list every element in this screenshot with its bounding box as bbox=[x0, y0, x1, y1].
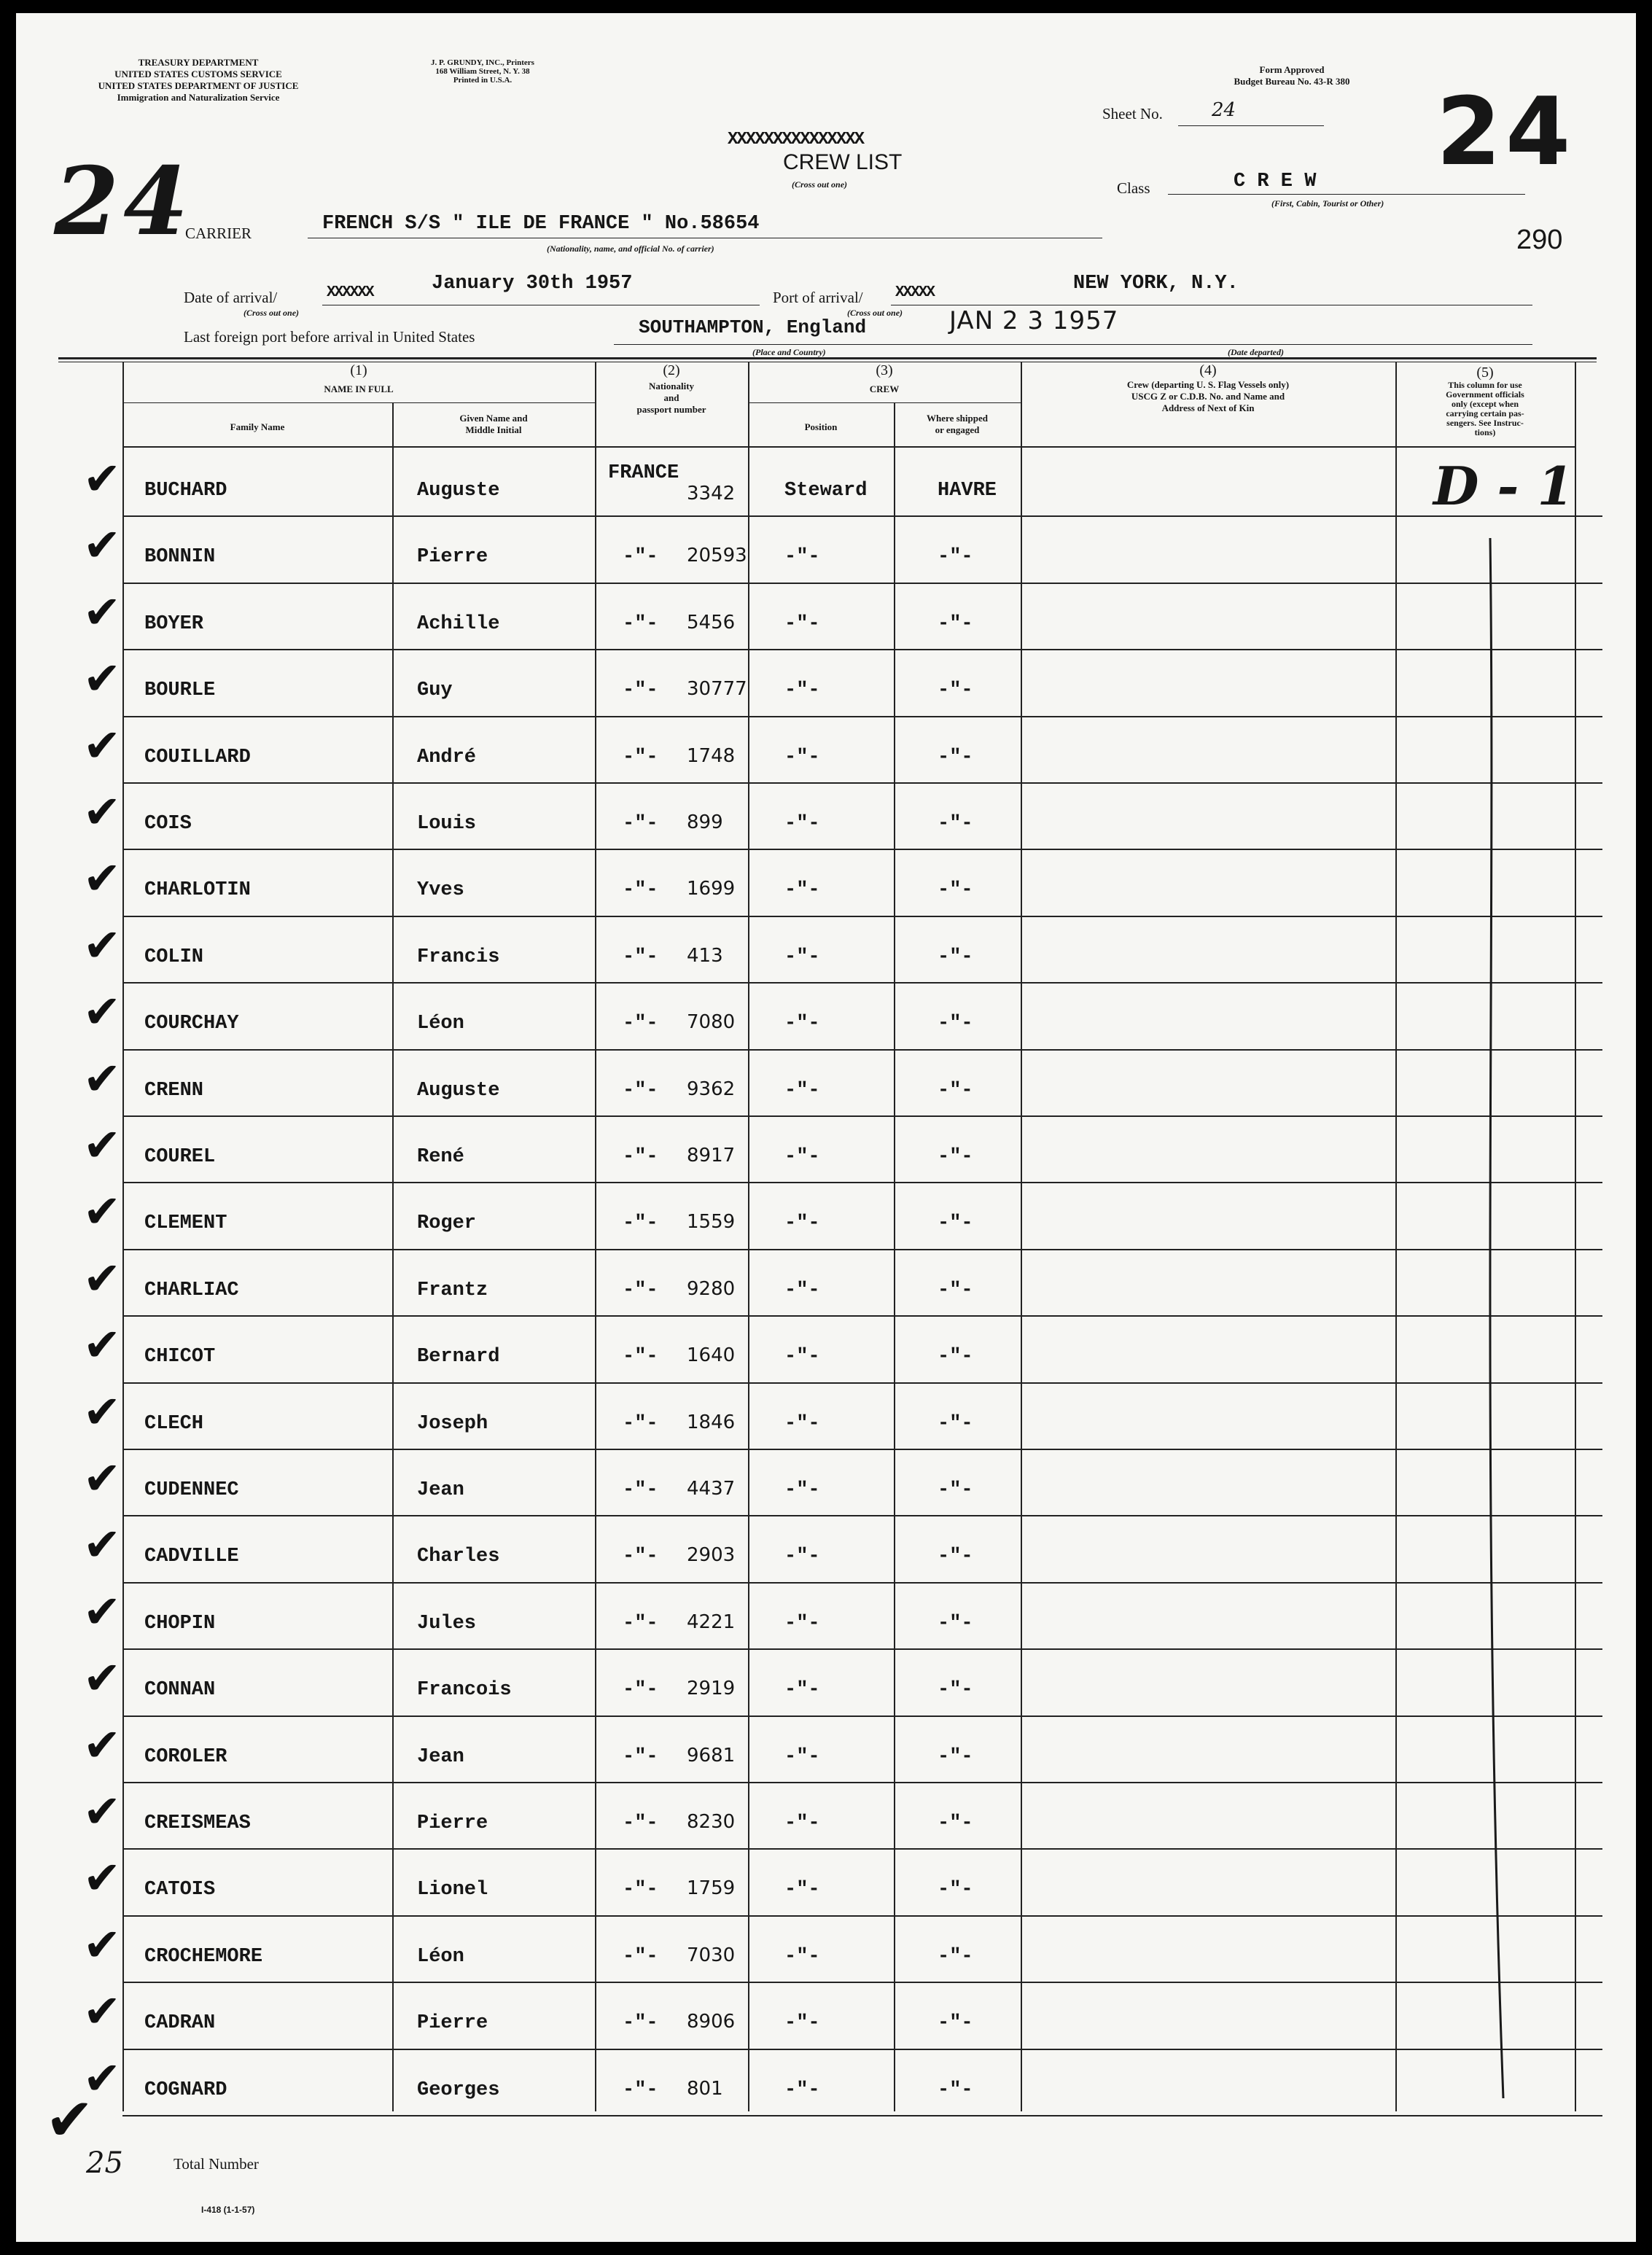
agency-line: TREASURY DEPARTMENT bbox=[138, 57, 259, 68]
family-name-cell: COROLER bbox=[144, 1745, 227, 1768]
nationality-cell: -"- bbox=[623, 1146, 658, 1168]
given-name-cell: Charles bbox=[417, 1546, 500, 1568]
position-cell: -"- bbox=[784, 879, 820, 902]
col4-header bbox=[1021, 362, 1395, 414]
given-name-cell: Louis bbox=[417, 813, 477, 835]
table-row bbox=[16, 784, 1636, 850]
given-name-cell: Lionel bbox=[417, 1879, 488, 1901]
struck-list-type: XXXXXXXXXXXXXXX bbox=[728, 130, 864, 149]
passport-number-cell: 9362 bbox=[687, 1078, 736, 1100]
shipped-at-cell: -"- bbox=[938, 1412, 973, 1435]
col4-line: Crew (departing U. S. Flag Vessels only) bbox=[1126, 379, 1290, 390]
position-cell: -"- bbox=[784, 1079, 820, 1102]
header-sub-rule bbox=[122, 402, 595, 403]
position-cell: -"- bbox=[784, 1279, 820, 1301]
table-row bbox=[16, 451, 1636, 517]
form-code: I-418 (1-1-57) bbox=[201, 2205, 255, 2215]
col3b-header bbox=[894, 413, 1021, 436]
shipped-at-cell: -"- bbox=[938, 879, 973, 902]
position-cell: -"- bbox=[784, 1546, 820, 1568]
col4-line: USCG Z or C.D.B. No. and Name and bbox=[1131, 391, 1285, 402]
shipped-at-cell: -"- bbox=[938, 1745, 973, 1768]
position-cell: -"- bbox=[784, 1945, 820, 1968]
row-rule bbox=[122, 2115, 1602, 2116]
table-row bbox=[16, 517, 1636, 583]
nationality-cell: -"- bbox=[623, 1346, 658, 1368]
shipped-at-cell: -"- bbox=[938, 1546, 973, 1568]
col1b-line: Middle Initial bbox=[465, 424, 522, 435]
table-row bbox=[16, 1183, 1636, 1250]
check-mark-icon: ✔ bbox=[83, 652, 121, 706]
col3b-line: or engaged bbox=[935, 424, 980, 435]
check-mark-icon: ✔ bbox=[83, 452, 121, 505]
family-name-cell: CROCHEMORE bbox=[144, 1945, 263, 1968]
list-type-caption: (Cross out one) bbox=[792, 179, 848, 190]
passport-number-cell: 1759 bbox=[687, 1877, 736, 1900]
table-row bbox=[16, 2050, 1636, 2116]
check-mark-icon: ✔ bbox=[83, 1785, 121, 1838]
nationality-cell: -"- bbox=[623, 1013, 658, 1035]
position-cell: -"- bbox=[784, 2079, 820, 2101]
family-name-cell: CADVILLE bbox=[144, 1546, 239, 1568]
shipped-at-cell: -"- bbox=[938, 1612, 973, 1635]
passport-number-cell: 899 bbox=[687, 811, 723, 833]
family-name-cell: COUILLARD bbox=[144, 746, 251, 768]
check-mark-icon: ✔ bbox=[83, 785, 121, 838]
last-port-label: Last foreign port before arrival in United States bbox=[184, 328, 475, 346]
check-mark-icon: ✔ bbox=[83, 1851, 121, 1905]
given-name-cell: Georges bbox=[417, 2079, 500, 2101]
col3b-line: Where shipped bbox=[927, 413, 988, 424]
col3-title: CREW bbox=[869, 383, 900, 394]
shipped-at-cell: -"- bbox=[938, 1812, 973, 1834]
shipped-at-cell: -"- bbox=[938, 1212, 973, 1235]
check-mark-icon: ✔ bbox=[83, 1051, 121, 1105]
family-name-cell: CRENN bbox=[144, 1079, 204, 1102]
col4-number: (4) bbox=[1199, 362, 1217, 378]
printer-line: J. P. GRUNDY, INC., Printers bbox=[431, 58, 534, 67]
shipped-at-cell: -"- bbox=[938, 1945, 973, 1968]
col5-line: carrying certain pas- bbox=[1446, 408, 1524, 418]
col5-line: sengers. See Instruc- bbox=[1446, 418, 1524, 428]
position-cell: -"- bbox=[784, 946, 820, 968]
last-port-date-caption: (Date departed) bbox=[1228, 347, 1284, 357]
passport-number-cell: 2919 bbox=[687, 1678, 736, 1700]
shipped-at-cell: -"- bbox=[938, 1479, 973, 1501]
table-row bbox=[16, 717, 1636, 784]
position-cell: -"- bbox=[784, 546, 820, 569]
nationality-cell: -"- bbox=[623, 1679, 658, 1702]
position-cell: -"- bbox=[784, 2012, 820, 2035]
family-name-cell: COUREL bbox=[144, 1146, 216, 1168]
passport-number-cell: 4437 bbox=[687, 1478, 736, 1500]
arrival-date-caption: (Cross out one) bbox=[243, 308, 300, 318]
shipped-at-cell: -"- bbox=[938, 1079, 973, 1102]
nationality-cell: -"- bbox=[623, 1479, 658, 1501]
table-row bbox=[16, 984, 1636, 1050]
page-number: 290 bbox=[1516, 225, 1563, 255]
passport-number-cell: 5456 bbox=[687, 611, 736, 634]
header-sub-rule bbox=[748, 402, 1021, 403]
table-row bbox=[16, 1250, 1636, 1317]
printer-line: 168 William Street, N. Y. 38 bbox=[435, 67, 530, 76]
family-name-cell: CONNAN bbox=[144, 1679, 216, 1702]
given-name-cell: Léon bbox=[417, 1945, 464, 1968]
col2-line: passport number bbox=[636, 404, 706, 415]
col3-number: (3) bbox=[876, 362, 893, 378]
last-port-underline bbox=[614, 344, 1532, 345]
last-port-date: JAN 2 3 1957 bbox=[949, 306, 1119, 335]
official-inspection-mark: D - 1 bbox=[1433, 455, 1574, 517]
position-cell: -"- bbox=[784, 1412, 820, 1435]
check-mark-icon: ✔ bbox=[83, 1718, 121, 1772]
check-mark-icon: ✔ bbox=[83, 1452, 121, 1505]
check-mark-total: ✔ bbox=[45, 2086, 95, 2154]
col5-line: only (except when bbox=[1452, 399, 1519, 409]
table-row bbox=[16, 917, 1636, 984]
col1-number: (1) bbox=[350, 362, 367, 378]
position-cell: -"- bbox=[784, 1612, 820, 1635]
check-mark-icon: ✔ bbox=[83, 1985, 121, 2038]
check-mark-icon: ✔ bbox=[83, 1118, 121, 1172]
table-row bbox=[16, 1917, 1636, 1983]
check-mark-icon: ✔ bbox=[83, 2051, 121, 2105]
check-mark-icon: ✔ bbox=[83, 1318, 121, 1372]
nationality-cell: -"- bbox=[623, 1546, 658, 1568]
check-mark-icon: ✔ bbox=[83, 918, 121, 972]
agency-line: UNITED STATES CUSTOMS SERVICE bbox=[114, 69, 282, 79]
family-name-cell: COLIN bbox=[144, 946, 204, 968]
passport-number-cell: 20593 bbox=[687, 545, 747, 567]
nationality-cell: -"- bbox=[623, 1879, 658, 1901]
header-bottom-rule bbox=[122, 446, 1575, 448]
class-value: C R E W bbox=[1234, 171, 1317, 192]
shipped-at-cell: -"- bbox=[938, 612, 973, 635]
given-name-cell: Francois bbox=[417, 1679, 512, 1702]
given-name-cell: Francis bbox=[417, 946, 500, 968]
table-row bbox=[16, 1450, 1636, 1516]
col1b-line: Given Name and bbox=[459, 413, 528, 424]
shipped-at-cell: -"- bbox=[938, 813, 973, 835]
nationality-cell: -"- bbox=[623, 1212, 658, 1235]
family-name-cell: BOURLE bbox=[144, 679, 216, 702]
position-cell: Steward bbox=[784, 480, 868, 502]
crew-list-form bbox=[16, 13, 1636, 2242]
sheet-no-underline bbox=[1178, 125, 1324, 126]
table-row bbox=[16, 584, 1636, 650]
col2-header bbox=[595, 362, 748, 416]
col5-number: (5) bbox=[1476, 365, 1494, 381]
col1b-header bbox=[392, 413, 595, 436]
col2-line: and bbox=[663, 392, 679, 403]
passport-number-cell: 1846 bbox=[687, 1411, 736, 1433]
nationality-cell: -"- bbox=[623, 1612, 658, 1635]
total-number-label: Total Number bbox=[174, 2155, 259, 2173]
position-cell: -"- bbox=[784, 1812, 820, 1834]
table-row bbox=[16, 1384, 1636, 1450]
passport-number-cell: 7080 bbox=[687, 1011, 736, 1034]
nationality-cell: -"- bbox=[623, 1945, 658, 1968]
given-name-cell: Frantz bbox=[417, 1279, 488, 1301]
table-row bbox=[16, 1051, 1636, 1117]
col5-header bbox=[1395, 365, 1575, 437]
carrier-label: CARRIER bbox=[185, 225, 252, 242]
passport-number-cell: 3342 bbox=[687, 483, 736, 505]
nationality-cell: -"- bbox=[623, 1079, 658, 1102]
position-cell: -"- bbox=[784, 679, 820, 702]
passport-number-cell: 2903 bbox=[687, 1544, 736, 1567]
family-name-cell: CADRAN bbox=[144, 2012, 216, 2035]
shipped-at-cell: -"- bbox=[938, 1679, 973, 1702]
class-label: Class bbox=[1117, 179, 1150, 197]
nationality-cell: -"- bbox=[623, 679, 658, 702]
col3a-header: Position bbox=[804, 421, 838, 432]
last-port-caption: (Place and Country) bbox=[752, 347, 826, 357]
col5-line: Government officials bbox=[1446, 389, 1524, 400]
shipped-at-cell: -"- bbox=[938, 1279, 973, 1301]
family-name-cell: CHARLIAC bbox=[144, 1279, 239, 1301]
nationality-cell: -"- bbox=[623, 1279, 658, 1301]
table-row bbox=[16, 1850, 1636, 1916]
passport-number-cell: 801 bbox=[687, 2077, 723, 2100]
printer-imprint bbox=[395, 58, 570, 85]
table-row bbox=[16, 1717, 1636, 1783]
total-number-value: 25 bbox=[86, 2146, 123, 2180]
col2-line: Nationality bbox=[648, 381, 695, 392]
shipped-at-cell: -"- bbox=[938, 1346, 973, 1368]
arrival-port-label: Port of arrival/ bbox=[773, 289, 863, 306]
col1a-header: Family Name bbox=[230, 421, 285, 432]
table-row bbox=[16, 650, 1636, 717]
sheet-no-label: Sheet No. bbox=[1102, 105, 1163, 122]
family-name-cell: CLEMENT bbox=[144, 1212, 227, 1235]
arrival-date-value: January 30th 1957 bbox=[432, 273, 633, 295]
family-name-cell: CATOIS bbox=[144, 1879, 216, 1901]
shipped-at-cell: -"- bbox=[938, 546, 973, 569]
check-mark-icon: ✔ bbox=[83, 518, 121, 572]
family-name-cell: CHARLOTIN bbox=[144, 879, 251, 902]
position-cell: -"- bbox=[784, 813, 820, 835]
nationality-cell: -"- bbox=[623, 1812, 658, 1834]
check-mark-icon: ✔ bbox=[83, 1518, 121, 1572]
table-row bbox=[16, 1983, 1636, 2049]
given-name-cell: Yves bbox=[417, 879, 464, 902]
struck-departure: XXXXXX bbox=[327, 284, 373, 301]
position-cell: -"- bbox=[784, 1212, 820, 1235]
nationality-cell: -"- bbox=[623, 813, 658, 835]
shipped-at-cell: -"- bbox=[938, 2079, 973, 2101]
given-name-cell: Guy bbox=[417, 679, 453, 702]
col5-line: This column for use bbox=[1448, 380, 1522, 390]
class-underline bbox=[1168, 194, 1525, 195]
agency-line: Immigration and Naturalization Service bbox=[117, 92, 280, 103]
agency-line: UNITED STATES DEPARTMENT OF JUSTICE bbox=[98, 80, 299, 91]
given-name-cell: Jean bbox=[417, 1479, 464, 1501]
sheet-number-stamp-right: 24 bbox=[1436, 78, 1575, 187]
shipped-at-cell: -"- bbox=[938, 1879, 973, 1901]
shipped-at-cell: -"- bbox=[938, 1013, 973, 1035]
sheet-no-value: 24 bbox=[1212, 99, 1236, 121]
position-cell: -"- bbox=[784, 1346, 820, 1368]
class-caption: (First, Cabin, Tourist or Other) bbox=[1271, 198, 1384, 209]
position-cell: -"- bbox=[784, 612, 820, 635]
agency-header bbox=[45, 57, 351, 104]
table-row bbox=[16, 1584, 1636, 1650]
table-row bbox=[16, 1783, 1636, 1850]
nationality-cell: -"- bbox=[623, 2012, 658, 2035]
family-name-cell: CUDENNEC bbox=[144, 1479, 239, 1501]
passport-number-cell: 1640 bbox=[687, 1344, 736, 1367]
table-row bbox=[16, 1117, 1636, 1183]
check-mark-icon: ✔ bbox=[83, 852, 121, 905]
official-column-stroke bbox=[1474, 523, 1540, 2113]
passport-number-cell: 8917 bbox=[687, 1145, 736, 1167]
form-approved-line: Budget Bureau No. 43-R 380 bbox=[1234, 76, 1350, 87]
family-name-cell: COGNARD bbox=[144, 2079, 227, 2101]
sheet-number-stamp-left: 24 bbox=[54, 147, 193, 257]
crew-list-title: CREW LIST bbox=[783, 150, 903, 174]
table-row bbox=[16, 1516, 1636, 1583]
arrival-port-value: NEW YORK, N.Y. bbox=[1073, 273, 1239, 295]
arrival-port-caption: (Cross out one) bbox=[847, 308, 903, 318]
col4-line: Address of Next of Kin bbox=[1161, 402, 1255, 413]
family-name-cell: BOYER bbox=[144, 612, 204, 635]
given-name-cell: Jules bbox=[417, 1612, 477, 1635]
printer-line: Printed in U.S.A. bbox=[453, 76, 513, 85]
carrier-caption: (Nationality, name, and official No. of carrier) bbox=[547, 244, 714, 254]
given-name-cell: Bernard bbox=[417, 1346, 500, 1368]
check-mark-icon: ✔ bbox=[83, 1185, 121, 1239]
given-name-cell: Roger bbox=[417, 1212, 477, 1235]
check-mark-icon: ✔ bbox=[83, 1917, 121, 1971]
given-name-cell: Achille bbox=[417, 612, 500, 635]
position-cell: -"- bbox=[784, 1013, 820, 1035]
passport-number-cell: 1748 bbox=[687, 744, 736, 767]
col5-line: tions) bbox=[1474, 427, 1496, 437]
check-mark-icon: ✔ bbox=[83, 985, 121, 1039]
col2-number: (2) bbox=[663, 362, 680, 378]
nationality-cell: -"- bbox=[623, 879, 658, 902]
position-cell: -"- bbox=[784, 1679, 820, 1702]
passport-number-cell: 8230 bbox=[687, 1811, 736, 1833]
form-approved bbox=[1197, 64, 1387, 87]
position-cell: -"- bbox=[784, 1479, 820, 1501]
given-name-cell: René bbox=[417, 1146, 464, 1168]
shipped-at-cell: -"- bbox=[938, 679, 973, 702]
shipped-at-cell: -"- bbox=[938, 946, 973, 968]
shipped-at-cell: -"- bbox=[938, 2012, 973, 2035]
passport-number-cell: 7030 bbox=[687, 1944, 736, 1966]
passport-number-cell: 413 bbox=[687, 944, 723, 967]
given-name-cell: Joseph bbox=[417, 1412, 488, 1435]
position-cell: -"- bbox=[784, 746, 820, 768]
given-name-cell: Jean bbox=[417, 1745, 464, 1768]
check-mark-icon: ✔ bbox=[83, 1651, 121, 1705]
family-name-cell: COURCHAY bbox=[144, 1013, 239, 1035]
given-name-cell: Pierre bbox=[417, 2012, 488, 2035]
position-cell: -"- bbox=[784, 1146, 820, 1168]
passport-number-cell: 8906 bbox=[687, 2011, 736, 2033]
given-name-cell: Auguste bbox=[417, 480, 500, 502]
carrier-value: FRENCH S/S " ILE DE FRANCE " No.58654 bbox=[322, 213, 760, 235]
family-name-cell: BONNIN bbox=[144, 546, 216, 569]
check-mark-icon: ✔ bbox=[83, 718, 121, 772]
given-name-cell: Léon bbox=[417, 1013, 464, 1035]
position-cell: -"- bbox=[784, 1745, 820, 1768]
family-name-cell: CHOPIN bbox=[144, 1612, 216, 1635]
given-name-cell: Pierre bbox=[417, 546, 488, 569]
shipped-at-cell: HAVRE bbox=[938, 480, 997, 502]
family-name-cell: CHICOT bbox=[144, 1346, 216, 1368]
shipped-at-cell: -"- bbox=[938, 1146, 973, 1168]
family-name-cell: COIS bbox=[144, 813, 192, 835]
arrival-date-label: Date of arrival/ bbox=[184, 289, 278, 306]
passport-number-cell: 30777 bbox=[687, 678, 747, 701]
check-mark-icon: ✔ bbox=[83, 1251, 121, 1305]
form-approved-line: Form Approved bbox=[1259, 64, 1325, 75]
given-name-cell: Auguste bbox=[417, 1079, 500, 1102]
family-name-cell: CLECH bbox=[144, 1412, 204, 1435]
nationality-cell: -"- bbox=[623, 2079, 658, 2101]
table-row bbox=[16, 850, 1636, 916]
passport-number-cell: 1559 bbox=[687, 1211, 736, 1234]
nationality-cell: -"- bbox=[623, 546, 658, 569]
nationality-cell: FRANCE bbox=[608, 462, 679, 484]
check-mark-icon: ✔ bbox=[83, 585, 121, 639]
given-name-cell: André bbox=[417, 746, 477, 768]
table-top-rule bbox=[58, 357, 1597, 359]
family-name-cell: BUCHARD bbox=[144, 480, 227, 502]
check-mark-icon: ✔ bbox=[83, 1384, 121, 1438]
family-name-cell: CREISMEAS bbox=[144, 1812, 251, 1834]
check-mark-icon: ✔ bbox=[83, 1584, 121, 1638]
position-cell: -"- bbox=[784, 1879, 820, 1901]
table-row bbox=[16, 1317, 1636, 1383]
nationality-cell: -"- bbox=[623, 746, 658, 768]
passport-number-cell: 4221 bbox=[687, 1611, 736, 1633]
nationality-cell: -"- bbox=[623, 1745, 658, 1768]
passport-number-cell: 9280 bbox=[687, 1277, 736, 1300]
nationality-cell: -"- bbox=[623, 1412, 658, 1435]
nationality-cell: -"- bbox=[623, 612, 658, 635]
struck-departure-port: XXXXX bbox=[895, 284, 935, 301]
passport-number-cell: 9681 bbox=[687, 1744, 736, 1767]
last-port-value: SOUTHAMPTON, England bbox=[639, 316, 867, 338]
nationality-cell: -"- bbox=[623, 946, 658, 968]
shipped-at-cell: -"- bbox=[938, 746, 973, 768]
given-name-cell: Pierre bbox=[417, 1812, 488, 1834]
col1-title: NAME IN FULL bbox=[324, 383, 394, 394]
table-row bbox=[16, 1650, 1636, 1716]
passport-number-cell: 1699 bbox=[687, 878, 736, 900]
